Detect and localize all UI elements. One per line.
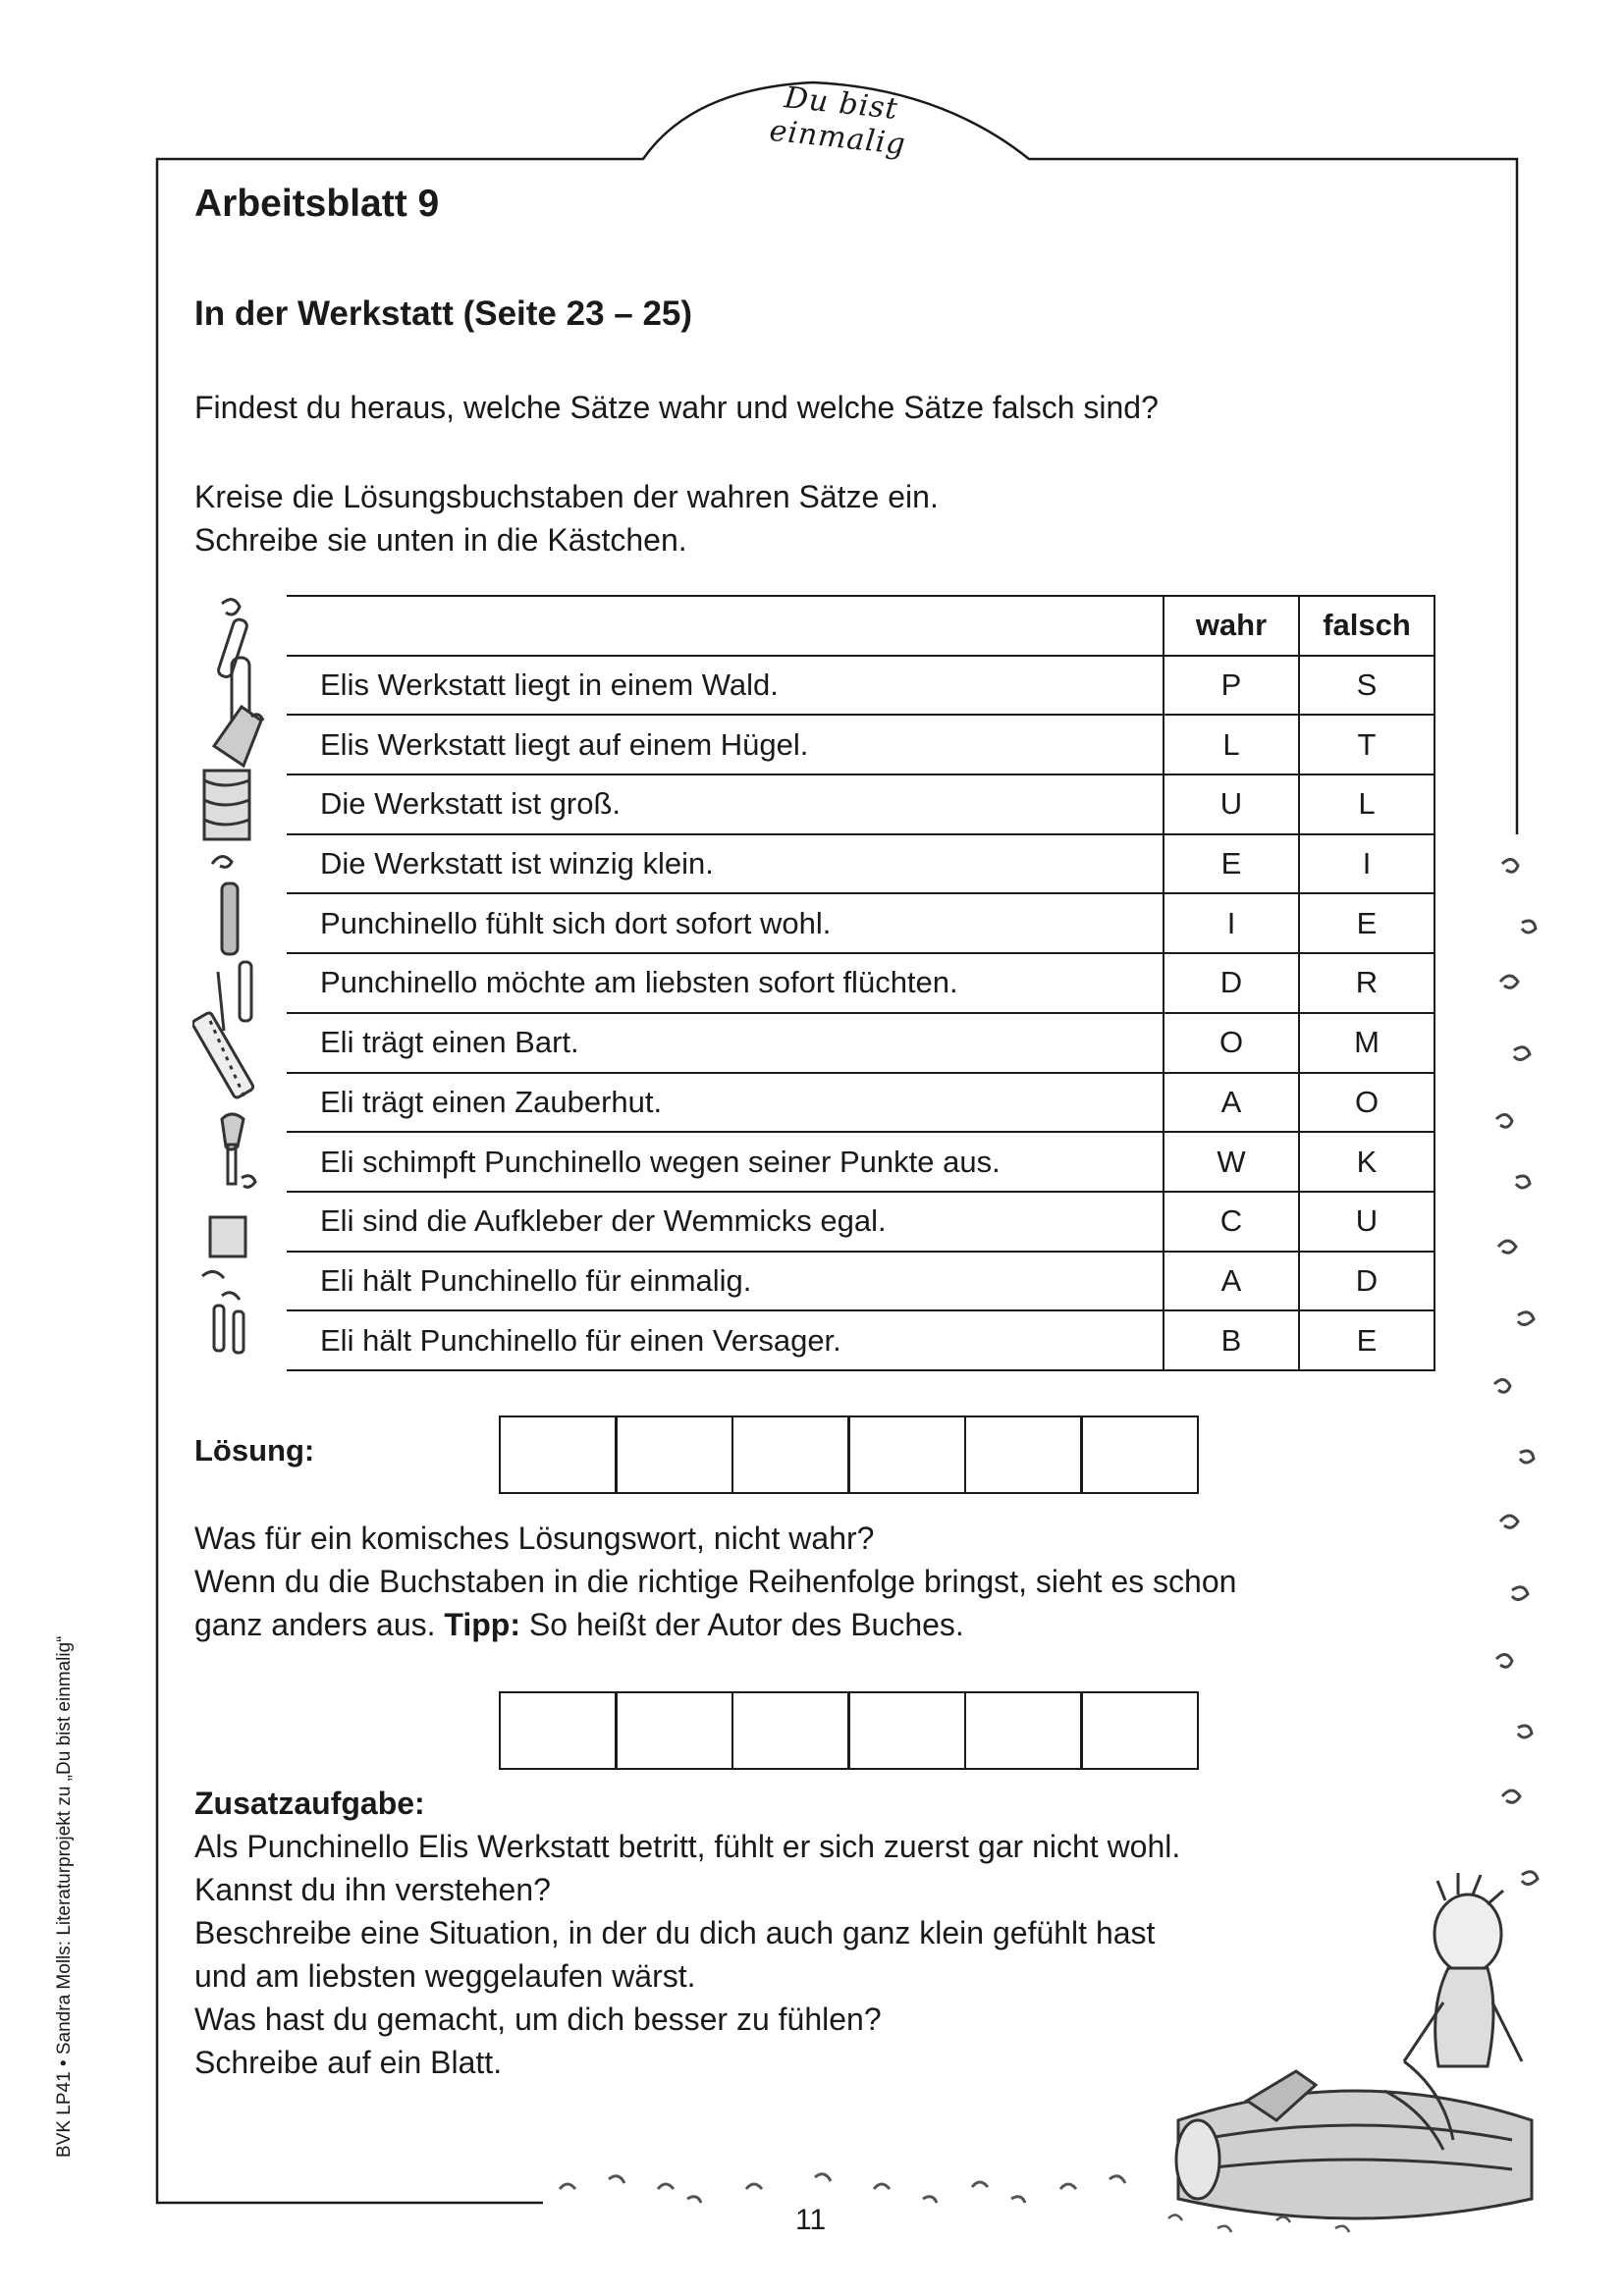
author-box[interactable] <box>847 1691 966 1770</box>
worksheet-title: Arbeitsblatt 9 <box>194 183 440 225</box>
wahr-header: wahr <box>1164 596 1299 656</box>
wahr-letter[interactable]: L <box>1164 715 1299 774</box>
wahr-letter[interactable]: A <box>1164 1073 1299 1133</box>
wahr-letter[interactable]: C <box>1164 1192 1299 1252</box>
solution-box[interactable] <box>847 1415 966 1494</box>
instruction-line: Schreibe sie unten in die Kästchen. <box>194 522 687 558</box>
table-row <box>287 1192 1435 1252</box>
wahr-letter[interactable]: D <box>1164 953 1299 1013</box>
extra-task-line: Kannst du ihn verstehen? <box>194 1872 551 1907</box>
statement-cell: Eli hält Punchinello für einmalig. <box>287 1252 1164 1311</box>
table-row <box>287 1252 1435 1311</box>
statement-cell: Die Werkstatt ist groß. <box>287 774 1164 834</box>
solution-box[interactable] <box>499 1415 618 1494</box>
worksheet-subtitle: In der Werkstatt (Seite 23 – 25) <box>194 294 693 333</box>
wahr-letter[interactable]: B <box>1164 1310 1299 1370</box>
author-box[interactable] <box>615 1691 733 1770</box>
wahr-letter[interactable]: P <box>1164 656 1299 716</box>
falsch-letter[interactable]: K <box>1299 1132 1435 1192</box>
page-number: 11 <box>795 2204 827 2236</box>
falsch-letter[interactable]: S <box>1299 656 1435 716</box>
true-false-table <box>287 595 1435 1371</box>
author-box[interactable] <box>964 1691 1083 1770</box>
author-box[interactable] <box>731 1691 850 1770</box>
table-row <box>287 1310 1435 1370</box>
falsch-letter[interactable]: R <box>1299 953 1435 1013</box>
falsch-letter[interactable]: L <box>1299 774 1435 834</box>
author-box[interactable] <box>1080 1691 1199 1770</box>
publisher-side-text: BVK LP41 • Sandra Molls: Literaturprojekt zu „Du bist einmalig“ <box>54 1635 75 2158</box>
table-row <box>287 834 1435 894</box>
statement-cell: Punchinello fühlt sich dort sofort wohl. <box>287 893 1164 953</box>
extra-task-line: Als Punchinello Elis Werkstatt betritt, fühlt er sich zuerst gar nicht wohl. <box>194 1829 1181 1864</box>
solution-boxes <box>501 1415 1199 1494</box>
table-row <box>287 656 1435 716</box>
solution-box[interactable] <box>615 1415 733 1494</box>
extra-task-heading: Zusatzaufgabe: <box>194 1786 425 1821</box>
wahr-letter[interactable]: E <box>1164 834 1299 894</box>
table-header-row <box>287 596 1435 656</box>
extra-task-line: Beschreibe eine Situation, in der du dich auch ganz klein gefühlt hast <box>194 1915 1156 1950</box>
solution-label: Lösung: <box>194 1433 315 1468</box>
falsch-header: falsch <box>1299 596 1435 656</box>
hint-text: ganz anders aus. <box>194 1607 436 1642</box>
statement-cell: Eli schimpft Punchinello wegen seiner Punkte aus. <box>287 1132 1164 1192</box>
wahr-letter[interactable]: U <box>1164 774 1299 834</box>
hint-line <box>194 1603 964 1646</box>
extra-task-line: Schreibe auf ein Blatt. <box>194 2045 503 2080</box>
wood-shavings-icon <box>550 2160 1178 2218</box>
wahr-letter[interactable]: I <box>1164 893 1299 953</box>
table-row <box>287 715 1435 774</box>
author-box[interactable] <box>499 1691 618 1770</box>
table-row <box>287 953 1435 1013</box>
table-row <box>287 1132 1435 1192</box>
statement-cell: Punchinello möchte am liebsten sofort flüchten. <box>287 953 1164 1013</box>
statement-cell: Elis Werkstatt liegt in einem Wald. <box>287 656 1164 716</box>
boy-on-log-illustration <box>1159 1865 1551 2238</box>
table-row <box>287 893 1435 953</box>
extra-task-line: Was hast du gemacht, um dich besser zu fühlen? <box>194 2002 882 2037</box>
falsch-letter[interactable]: U <box>1299 1192 1435 1252</box>
hint-line: Wenn du die Buchstaben in die richtige Reihenfolge bringst, sieht es schon <box>194 1564 1237 1599</box>
wood-shavings-icon <box>1473 854 1561 1953</box>
solution-box[interactable] <box>1080 1415 1199 1494</box>
solution-box[interactable] <box>731 1415 850 1494</box>
hint-text: So heißt der Autor des Buches. <box>528 1607 964 1642</box>
falsch-letter[interactable]: I <box>1299 834 1435 894</box>
statement-cell: Eli trägt einen Bart. <box>287 1013 1164 1073</box>
wahr-letter[interactable]: A <box>1164 1252 1299 1311</box>
statement-header <box>287 596 1164 656</box>
falsch-letter[interactable]: D <box>1299 1252 1435 1311</box>
solution-box[interactable] <box>964 1415 1083 1494</box>
falsch-letter[interactable]: T <box>1299 715 1435 774</box>
author-boxes <box>501 1691 1199 1770</box>
statement-cell: Eli sind die Aufkleber der Wemmicks egal. <box>287 1192 1164 1252</box>
table-row <box>287 1073 1435 1133</box>
falsch-letter[interactable]: E <box>1299 893 1435 953</box>
statement-cell: Eli trägt einen Zauberhut. <box>287 1073 1164 1133</box>
table-row <box>287 1013 1435 1073</box>
statement-cell: Elis Werkstatt liegt auf einem Hügel. <box>287 715 1164 774</box>
falsch-letter[interactable]: O <box>1299 1073 1435 1133</box>
instruction-line: Kreise die Lösungsbuchstaben der wahren Sätze ein. <box>194 479 939 514</box>
falsch-letter[interactable]: M <box>1299 1013 1435 1073</box>
hint-line: Was für ein komisches Lösungswort, nicht wahr? <box>194 1521 875 1556</box>
statement-cell: Eli hält Punchinello für einen Versager. <box>287 1310 1164 1370</box>
tip-label: Tipp: <box>444 1607 520 1642</box>
header-tab-label: Du bist einmalig <box>768 80 908 163</box>
carving-tools-icon <box>192 589 273 1374</box>
falsch-letter[interactable]: E <box>1299 1310 1435 1370</box>
instruction-line: Findest du heraus, welche Sätze wahr und welche Sätze falsch sind? <box>194 390 1159 425</box>
wahr-letter[interactable]: O <box>1164 1013 1299 1073</box>
statement-cell: Die Werkstatt ist winzig klein. <box>287 834 1164 894</box>
table-row <box>287 774 1435 834</box>
extra-task-line: und am liebsten weggelaufen wärst. <box>194 1958 696 1994</box>
wahr-letter[interactable]: W <box>1164 1132 1299 1192</box>
